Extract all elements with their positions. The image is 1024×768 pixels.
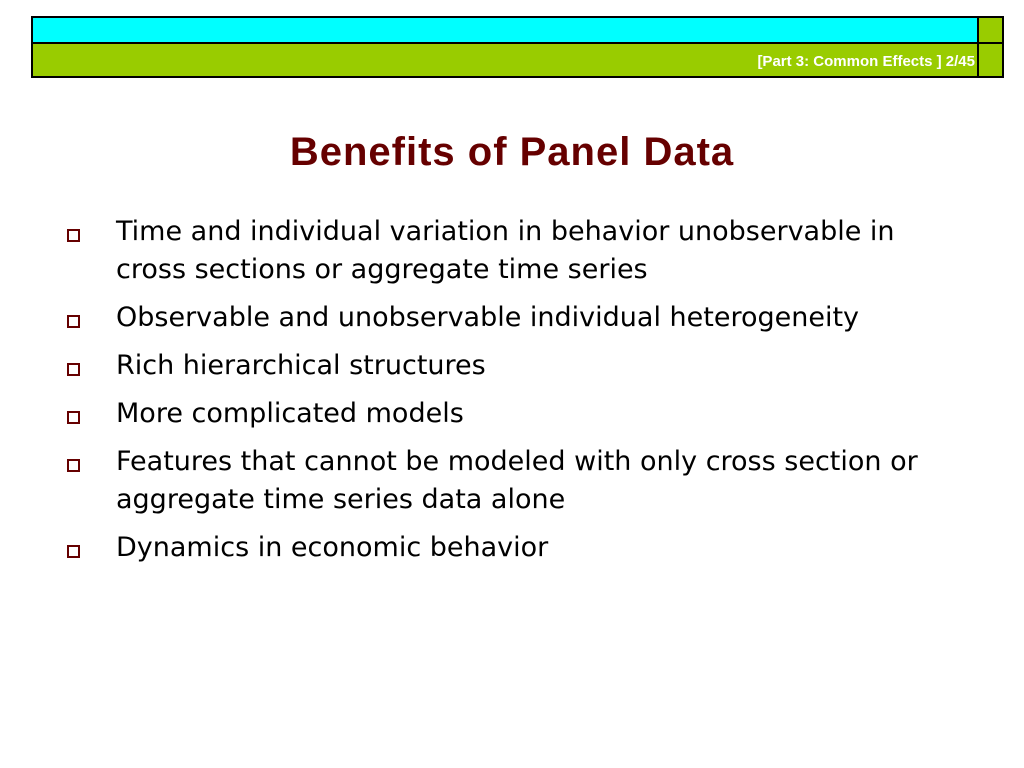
square-bullet-icon [67, 411, 80, 424]
bullet-text: Dynamics in economic behavior [116, 532, 549, 563]
bullet-item [64, 529, 964, 567]
bullet-item [64, 443, 964, 519]
bullet-item [64, 299, 964, 337]
header-top-band [31, 16, 979, 44]
bullet-text: Features that cannot be modeled with only cross section or aggregate time series data alone [116, 446, 918, 515]
header-side-block-top [977, 16, 1004, 44]
bullet-list [64, 213, 964, 577]
square-bullet-icon [67, 545, 80, 558]
bullet-item [64, 395, 964, 433]
square-bullet-icon [67, 459, 80, 472]
bullet-text: Rich hierarchical structures [116, 350, 486, 381]
square-bullet-icon [67, 363, 80, 376]
header-side-block-bottom [977, 42, 1004, 78]
slide-header-label: [Part 3: Common Effects ] 2/45 [757, 53, 975, 70]
square-bullet-icon [67, 315, 80, 328]
bullet-item [64, 347, 964, 385]
square-bullet-icon [67, 229, 80, 242]
bullet-text: Observable and unobservable individual heterogeneity [116, 302, 860, 333]
bullet-text: Time and individual variation in behavior unobservable in cross sections or aggregate time series [116, 216, 895, 285]
slide-title: Benefits of Panel Data [289, 130, 735, 174]
bullet-text: More complicated models [116, 398, 464, 429]
bullet-item [64, 213, 964, 289]
